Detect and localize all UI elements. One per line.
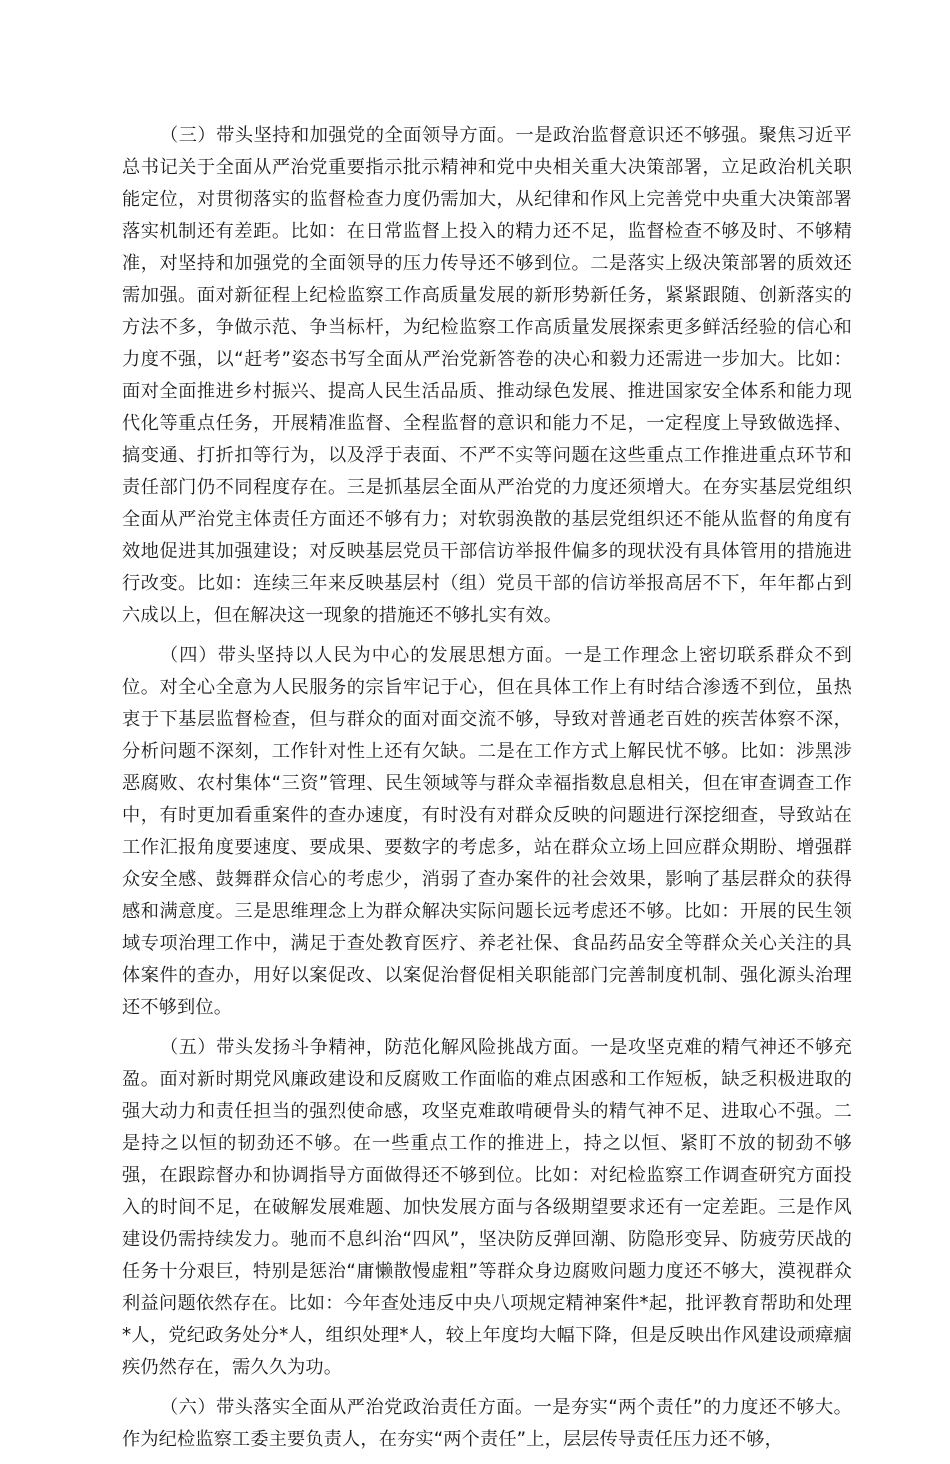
paragraph-section-3: （三）带头坚持和加强党的全面领导方面。一是政治监督意识还不够强。聚焦习近平总书记关于全面从严治党重要指示批示精神和党中央相关重大决策部署，立足政治机关职能定位，对贯彻落实的监督检查力度仍需加大，从纪律和作风上完善党中央重大决策部署落实机制还有差距。比如：在日常监督上投入的精力还不足，监督检查不够及时、不够精准，对坚持和加强党的全面领导的压力传导还不够到位。二是落实上级决策部署的质效还需加强。面对新征程上纪检监察工作高质量发展的新形势新任务，紧紧跟随、创新落实的方法不多，争做示范、争当标杆，为纪检监察工作高质量发展探索更多鲜活经验的信心和力度不强，以“赶考”姿态书写全面从严治党新答卷的决心和毅力还需进一步加大。比如：面对全面推进乡村振兴、提高人民生活品质、推动绿色发展、推进国家安全体系和能力现代化等重点任务，开展精准监督、全程监督的意识和能力不足，一定程度上导致做选择、搞变通、打折扣等行为，以及浮于表面、不严不实等问题在这些重点工作推进重点环节和责任部门仍不同程度存在。三是抓基层全面从严治党的力度还须增大。在夯实基层党组织全面从严治党主体责任方面还不够有力；对软弱涣散的基层党组织还不能从监督的角度有效地促进其加强建设；对反映基层党员干部信访举报件偏多的现状没有具体管用的措施进行改变。比如：连续三年来反映基层村（组）党员干部的信访举报高居不下，年年都占到六成以上，但在解决这一现象的措施还不够扎实有效。 [122, 125, 852, 626]
document-body [122, 120, 852, 1464]
paragraph-section-6: （六）带头落实全面从严治党政治责任方面。一是夯实“两个责任”的力度还不够大。作为纪检监察工委主要负责人，在夯实“两个责任”上，层层传导责任压力还不够， [122, 1397, 852, 1450]
paragraph-section-5: （五）带头发扬斗争精神，防范化解风险挑战方面。一是攻坚克难的精气神还不够充盈。面对新时期党风廉政建设和反腐败工作面临的难点困惑和工作短板，缺乏积极进取的强大动力和责任担当的强烈使命感，攻坚克难敢啃硬骨头的精气神不足、进取心不强。二是持之以恒的韧劲还不够。在一些重点工作的推进上，持之以恒、紧盯不放的韧劲不够强，在跟踪督办和协调指导方面做得还不够到位。比如：对纪检监察工作调查研究方面投入的时间不足，在破解发展难题、加快发展方面与各级期望要求还有一定差距。三是作风建设仍需持续发力。驰而不息纠治“四风”，坚决防反弹回潮、防隐形变异、防疲劳厌战的任务十分艰巨，特别是惩治“庸懒散慢虚粗”等群众身边腐败问题力度还不够大，漠视群众利益问题依然存在。比如：今年查处违反中央八项规定精神案件*起，批评教育帮助和处理*人，党纪政务处分*人，组织处理*人，较上年度均大幅下降，但是反映出作风建设顽瘴痼疾仍然存在，需久久为功。 [122, 1037, 852, 1378]
paragraph-section-4: （四）带头坚持以人民为中心的发展思想方面。一是工作理念上密切联系群众不到位。对全心全意为人民服务的宗旨牢记于心，但在具体工作上有时结合渗透不到位，虽热衷于下基层监督检查，但与群众的面对面交流不够，导致对普通老百姓的疾苦体察不深，分析问题不深刻，工作针对性上还有欠缺。二是在工作方式上解民忧不够。比如：涉黑涉恶腐败、农村集体“三资”管理、民生领域等与群众幸福指数息息相关，但在审查调查工作中，有时更加看重案件的查办速度，有时没有对群众反映的问题进行深挖细查，导致站在工作汇报角度要速度、要成果、要数字的考虑多，站在群众立场上回应群众期盼、增强群众安全感、鼓舞群众信心的考虑少，消弱了查办案件的社会效果，影响了基层群众的获得感和满意度。三是思维理念上为群众解决实际问题长远考虑还不够。比如：开展的民生领域专项治理工作中，满足于查处教育医疗、养老社保、食品药品安全等群众关心关注的具体案件的查办，用好以案促改、以案促治督促相关职能部门完善制度机制、强化源头治理还不够到位。 [122, 645, 852, 1018]
